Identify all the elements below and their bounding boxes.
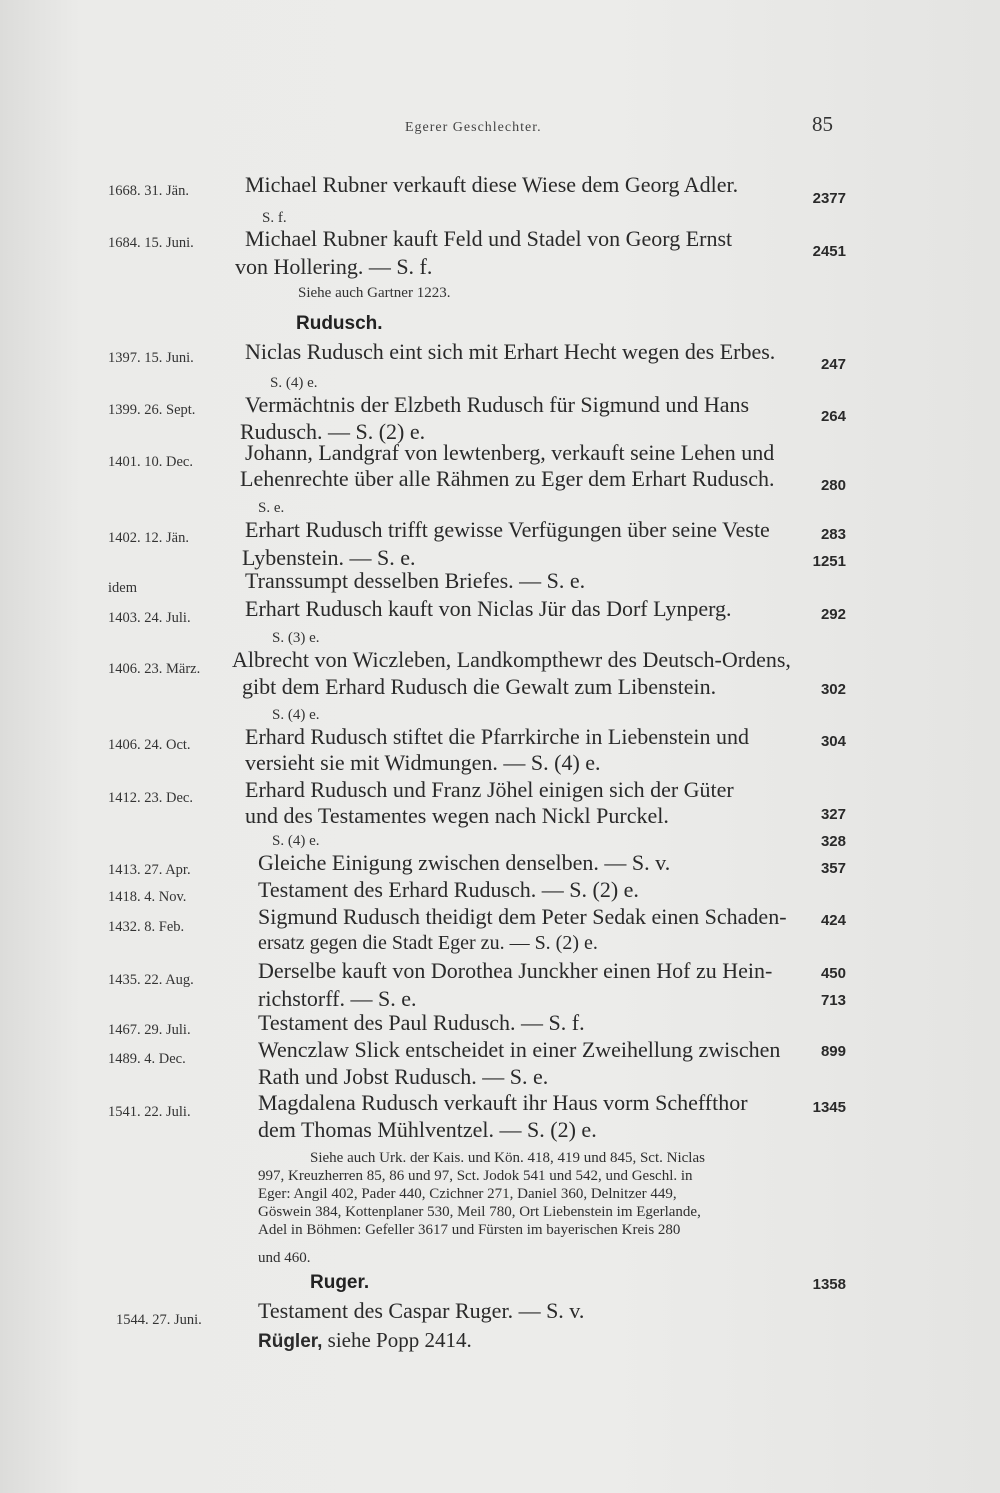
entry-date: 1401. 10. Dec. xyxy=(108,454,193,470)
note-line: Adel in Böhmen: Gefeller 3617 und Fürsten im bayerischen Kreis 280 xyxy=(258,1222,681,1238)
entry-text: dem Thomas Mühlventzel. — S. (2) e. xyxy=(258,1117,597,1142)
entry-date: 1413. 27. Apr. xyxy=(108,862,191,878)
entry-text: Testament des Caspar Ruger. — S. v. xyxy=(258,1298,585,1323)
note-line: 997, Kreuzherren 85, 86 und 97, Sct. Jodok 541 und 542, und Geschl. in xyxy=(258,1168,693,1184)
note-line: und 460. xyxy=(258,1250,311,1266)
page-number: 85 xyxy=(812,112,833,136)
entry-date: 1432. 8. Feb. xyxy=(108,919,185,935)
entry-text: Transsumpt desselben Briefes. — S. e. xyxy=(245,568,586,593)
entry-number: 2451 xyxy=(812,243,846,260)
entry-date: 1489. 4. Dec. xyxy=(108,1051,186,1067)
entry-date: 1403. 24. Juli. xyxy=(108,610,191,626)
entry-text: Niclas Rudusch eint sich mit Erhart Hecht wegen des Erbes. xyxy=(245,339,776,364)
see-also: Siehe auch Gartner 1223. xyxy=(298,285,451,301)
entry-date: 1397. 15. Juni. xyxy=(108,350,194,366)
entry-date: 1412. 23. Dec. xyxy=(108,790,193,806)
entry-date: 1406. 24. Oct. xyxy=(108,737,191,753)
entry-number: 450 xyxy=(820,965,846,982)
note-line: Siehe auch Urk. der Kais. und Kön. 418, 419 und 845, Sct. Niclas xyxy=(310,1150,705,1166)
entry-text: Lehenrechte über alle Rähmen zu Eger dem Erhart Rudusch. xyxy=(240,466,775,491)
section-heading: Rudusch. xyxy=(296,313,383,334)
entry-number: 2377 xyxy=(812,190,846,207)
entry-number: 899 xyxy=(820,1043,846,1060)
entry-number: 283 xyxy=(820,526,846,543)
entry-number: 357 xyxy=(820,860,846,877)
entry-number: 247 xyxy=(820,356,846,373)
entry-sign: S. (3) e. xyxy=(272,630,320,646)
entry-sign: S. (4) e. xyxy=(272,707,320,723)
entry-text: gibt dem Erhard Rudusch die Gewalt zum Libenstein. xyxy=(242,674,717,699)
entry-text: Lybenstein. — S. e. xyxy=(242,545,416,570)
entry-text: Sigmund Rudusch theidigt dem Peter Sedak einen Schaden- xyxy=(258,904,787,929)
entry-text: ersatz gegen die Stadt Eger zu. — S. (2) e. xyxy=(258,932,598,954)
note-line: Göswein 384, Kottenplaner 530, Meil 780, Ort Liebenstein im Egerlande, xyxy=(258,1204,701,1220)
entry-sign: S. e. xyxy=(258,500,285,516)
entry-number: 264 xyxy=(820,408,846,425)
entry-date: 1406. 23. März. xyxy=(108,661,201,677)
entry-text: Derselbe kauft von Dorothea Junckher einen Hof zu Hein- xyxy=(258,958,773,983)
entry-date: 1544. 27. Juni. xyxy=(116,1312,202,1328)
entry-date: 1418. 4. Nov. xyxy=(108,889,187,905)
entry-number: 328 xyxy=(820,833,846,850)
entry-number: 713 xyxy=(820,992,846,1009)
entry-text: Erhart Rudusch trifft gewisse Verfügungen über seine Veste xyxy=(245,517,770,542)
entry-text: Wenczlaw Slick entscheidet in einer Zweihellung zwischen xyxy=(258,1037,781,1062)
entry-date: 1684. 15. Juni. xyxy=(108,235,194,251)
entry-text: Erhard Rudusch stiftet die Pfarrkirche in Liebenstein und xyxy=(245,724,750,749)
entry-date: 1467. 29. Juli. xyxy=(108,1022,191,1038)
entry-text: und des Testamentes wegen nach Nickl Purckel. xyxy=(245,803,669,828)
running-title: Egerer Geschlechter. xyxy=(405,120,542,135)
entry-sign: S. (4) e. xyxy=(272,833,320,849)
entry-number: 1358 xyxy=(812,1276,846,1293)
cross-reference-text: siehe Popp 2414. xyxy=(322,1328,472,1352)
entry-text: richstorff. — S. e. xyxy=(258,986,417,1011)
entry-text: Rath und Jobst Rudusch. — S. e. xyxy=(258,1064,549,1089)
entry-date: 1399. 26. Sept. xyxy=(108,402,196,418)
entry-date: 1435. 22. Aug. xyxy=(108,972,194,988)
entry-number: 1251 xyxy=(812,553,846,570)
entry-sign: S. (4) e. xyxy=(270,375,318,391)
entry-date: 1541. 22. Juli. xyxy=(108,1104,191,1120)
entry-number: 327 xyxy=(820,806,846,823)
entry-text: Vermächtnis der Elzbeth Rudusch für Sigmund und Hans xyxy=(245,392,750,417)
entry-number: 280 xyxy=(820,477,846,494)
entry-text: Testament des Erhard Rudusch. — S. (2) e. xyxy=(258,877,639,902)
entry-date: idem xyxy=(108,580,137,596)
entry-text: Albrecht von Wiczleben, Landkompthewr des Deutsch-Ordens, xyxy=(232,647,791,672)
cross-reference xyxy=(258,1328,472,1353)
entry-text: versieht sie mit Widmungen. — S. (4) e. xyxy=(245,750,601,775)
entry-text: Erhart Rudusch kauft von Niclas Jür das Dorf Lynperg. xyxy=(245,596,732,621)
entry-text: Testament des Paul Rudusch. — S. f. xyxy=(258,1010,585,1035)
entry-text: von Hollering. — S. f. xyxy=(235,254,433,279)
note-line: Eger: Angil 402, Pader 440, Czichner 271, Daniel 360, Delnitzer 449, xyxy=(258,1186,677,1202)
entry-date: 1668. 31. Jän. xyxy=(108,183,189,199)
entry-text: Johann, Landgraf von lewtenberg, verkauft seine Lehen und xyxy=(245,440,775,465)
entry-number: 292 xyxy=(820,606,846,623)
entry-number: 1345 xyxy=(812,1099,846,1116)
entry-text: Michael Rubner kauft Feld und Stadel von Georg Ernst xyxy=(245,226,733,251)
entry-text: Michael Rubner verkauft diese Wiese dem Georg Adler. xyxy=(245,172,739,197)
section-heading: Ruger. xyxy=(310,1272,370,1293)
entry-text: Erhard Rudusch und Franz Jöhel einigen sich der Güter xyxy=(245,777,734,802)
entry-text: Gleiche Einigung zwischen denselben. — S. v. xyxy=(258,850,671,875)
entry-sign: S. f. xyxy=(262,210,287,226)
entry-number: 302 xyxy=(820,681,846,698)
entry-text: Magdalena Rudusch verkauft ihr Haus vorm Scheffthor xyxy=(258,1090,748,1115)
entry-date: 1402. 12. Jän. xyxy=(108,530,189,546)
entry-text: Rudusch. — S. (2) e. xyxy=(240,419,426,444)
cross-reference-name: Rügler, xyxy=(258,1331,323,1352)
entry-number: 424 xyxy=(820,912,846,929)
entry-number: 304 xyxy=(820,733,846,750)
